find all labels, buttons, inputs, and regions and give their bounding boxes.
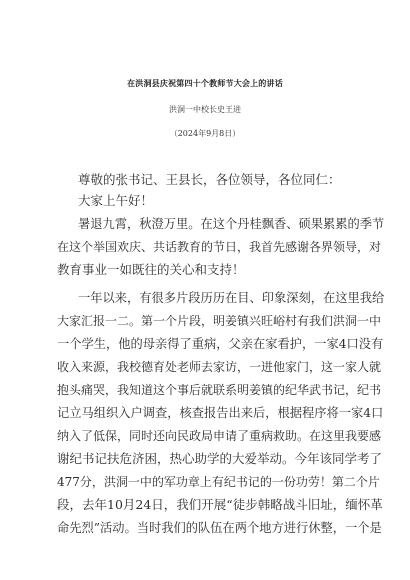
body-line: 命先烈”活动。当时我们的队伍在两个地方进行休整，一个是 xyxy=(57,521,382,535)
salutation: 尊敬的张书记、王县长，各位领导，各位同仁： xyxy=(78,172,341,187)
greeting: 大家上午好！ xyxy=(78,193,154,208)
document-date: （2024年9月8日） xyxy=(169,129,241,138)
document-author: 洪洞一中校长史王进 xyxy=(169,105,241,114)
body-line: 暑退九霄，秋澄万里。在这个丹桂飘香、硕果累累的季节 xyxy=(78,217,385,231)
body-line: 段，去年10月24日，我们开展“徒步韩略战斗旧址，缅怀革 xyxy=(57,497,383,512)
body-line: 记立马组织入户调查，核查报告出来后，根据程序将一家4口 xyxy=(57,406,384,420)
body-line: 抱头痛哭，我知道这个事后就联系明姜镇的纪华武书记，纪书 xyxy=(57,383,382,397)
body-line: 一个学生，他的母亲得了重病，父亲在家看护，一家4口没有 xyxy=(57,337,384,351)
body-line: 大家汇报一二。第一个片段，明姜镇兴旺峪村有我们洪洞一中 xyxy=(57,314,382,328)
body-line: 纳入了低保，同时还向民政局申请了重病救助。在这里我要感 xyxy=(57,429,382,443)
body-line: 在这个举国欢庆、共话教育的节日，我首先感谢各界领导，对 xyxy=(57,240,382,254)
body-line: 收入来源，我校德育处老师去家访，一进他家门，这一家人就 xyxy=(57,360,382,374)
body-line: 477分，洪洞一中的军功章上有纪书记的一份功劳！第二个片 xyxy=(57,475,380,489)
document-title: 在洪洞县庆祝第四十个教师节大会上的讲话 xyxy=(127,78,283,88)
body-line: 教育事业一如既往的关心和支持！ xyxy=(57,262,245,277)
body-line: 一年以来，有很多片段历历在目、印象深刻，在这里我给 xyxy=(78,291,385,305)
body-line: 谢纪书记扶危济困，热心助学的大爱举动。今年该同学考了 xyxy=(57,451,383,466)
